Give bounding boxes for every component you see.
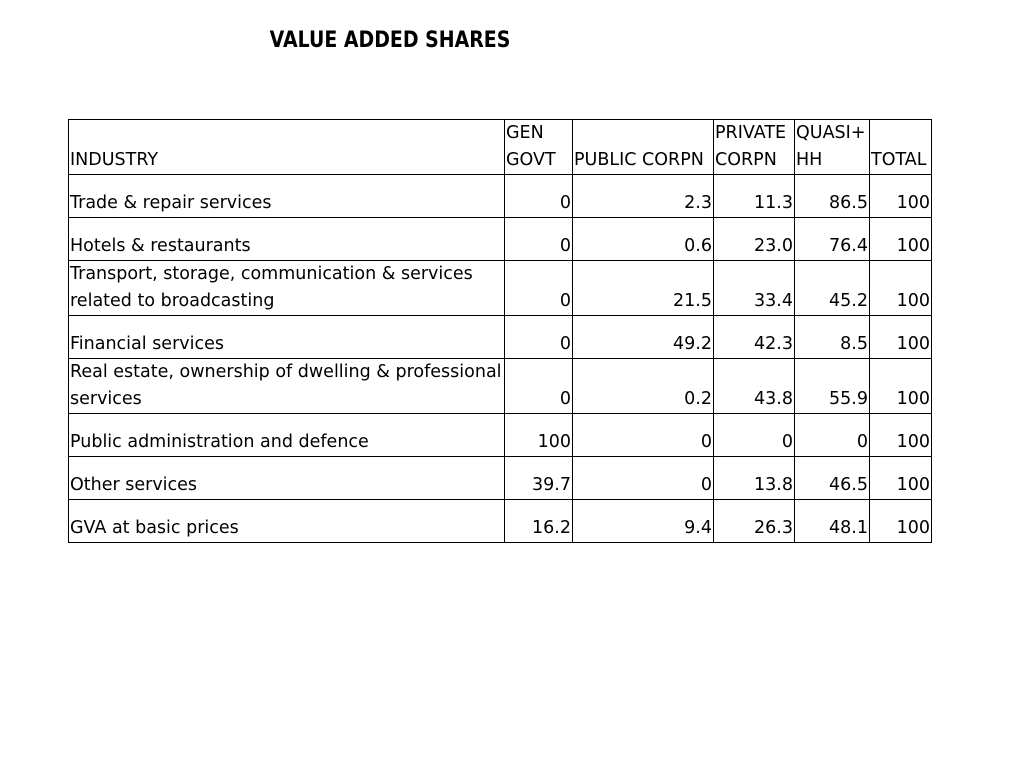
private-corpn-cell: 0 bbox=[714, 414, 795, 457]
public-corpn-cell: 0.2 bbox=[573, 359, 714, 414]
page-title: VALUE ADDED SHARES bbox=[269, 28, 511, 53]
table-row bbox=[69, 316, 932, 359]
quasi-hh-cell: 55.9 bbox=[795, 359, 870, 414]
header-total: TOTAL bbox=[870, 120, 932, 175]
table-header-row bbox=[69, 120, 932, 175]
gen-govt-cell: 0 bbox=[505, 316, 573, 359]
total-cell: 100 bbox=[870, 316, 932, 359]
public-corpn-cell: 0 bbox=[573, 414, 714, 457]
header-gen-govt: GEN GOVT bbox=[505, 120, 573, 175]
public-corpn-cell: 2.3 bbox=[573, 175, 714, 218]
public-corpn-cell: 0 bbox=[573, 457, 714, 500]
total-cell: 100 bbox=[870, 500, 932, 543]
gen-govt-cell: 0 bbox=[505, 218, 573, 261]
quasi-hh-cell: 76.4 bbox=[795, 218, 870, 261]
public-corpn-cell: 0.6 bbox=[573, 218, 714, 261]
gen-govt-cell: 39.7 bbox=[505, 457, 573, 500]
table-row bbox=[69, 457, 932, 500]
industry-cell: Real estate, ownership of dwelling & professional services bbox=[69, 359, 505, 414]
header-industry: INDUSTRY bbox=[69, 120, 505, 175]
private-corpn-cell: 13.8 bbox=[714, 457, 795, 500]
total-cell: 100 bbox=[870, 175, 932, 218]
total-cell: 100 bbox=[870, 218, 932, 261]
industry-cell: Financial services bbox=[69, 316, 505, 359]
header-private-corpn: PRIVATE CORPN bbox=[714, 120, 795, 175]
table-row bbox=[69, 175, 932, 218]
value-added-shares-table bbox=[68, 119, 932, 543]
quasi-hh-cell: 45.2 bbox=[795, 261, 870, 316]
public-corpn-cell: 49.2 bbox=[573, 316, 714, 359]
header-public-corpn: PUBLIC CORPN bbox=[573, 120, 714, 175]
quasi-hh-cell: 0 bbox=[795, 414, 870, 457]
private-corpn-cell: 33.4 bbox=[714, 261, 795, 316]
table-row bbox=[69, 414, 932, 457]
table-row bbox=[69, 500, 932, 543]
quasi-hh-cell: 86.5 bbox=[795, 175, 870, 218]
header-quasi-hh: QUASI+ HH bbox=[795, 120, 870, 175]
gen-govt-cell: 0 bbox=[505, 359, 573, 414]
gen-govt-cell: 0 bbox=[505, 175, 573, 218]
gen-govt-cell: 100 bbox=[505, 414, 573, 457]
industry-cell: Public administration and defence bbox=[69, 414, 505, 457]
gen-govt-cell: 16.2 bbox=[505, 500, 573, 543]
industry-cell: GVA at basic prices bbox=[69, 500, 505, 543]
industry-cell: Hotels & restaurants bbox=[69, 218, 505, 261]
private-corpn-cell: 23.0 bbox=[714, 218, 795, 261]
quasi-hh-cell: 48.1 bbox=[795, 500, 870, 543]
gen-govt-cell: 0 bbox=[505, 261, 573, 316]
private-corpn-cell: 26.3 bbox=[714, 500, 795, 543]
private-corpn-cell: 43.8 bbox=[714, 359, 795, 414]
total-cell: 100 bbox=[870, 261, 932, 316]
table-row bbox=[69, 359, 932, 414]
table-row bbox=[69, 218, 932, 261]
private-corpn-cell: 42.3 bbox=[714, 316, 795, 359]
industry-cell: Trade & repair services bbox=[69, 175, 505, 218]
quasi-hh-cell: 46.5 bbox=[795, 457, 870, 500]
industry-cell: Other services bbox=[69, 457, 505, 500]
private-corpn-cell: 11.3 bbox=[714, 175, 795, 218]
total-cell: 100 bbox=[870, 457, 932, 500]
public-corpn-cell: 9.4 bbox=[573, 500, 714, 543]
industry-cell: Transport, storage, communication & services related to broadcasting bbox=[69, 261, 505, 316]
total-cell: 100 bbox=[870, 414, 932, 457]
quasi-hh-cell: 8.5 bbox=[795, 316, 870, 359]
table-row bbox=[69, 261, 932, 316]
total-cell: 100 bbox=[870, 359, 932, 414]
public-corpn-cell: 21.5 bbox=[573, 261, 714, 316]
